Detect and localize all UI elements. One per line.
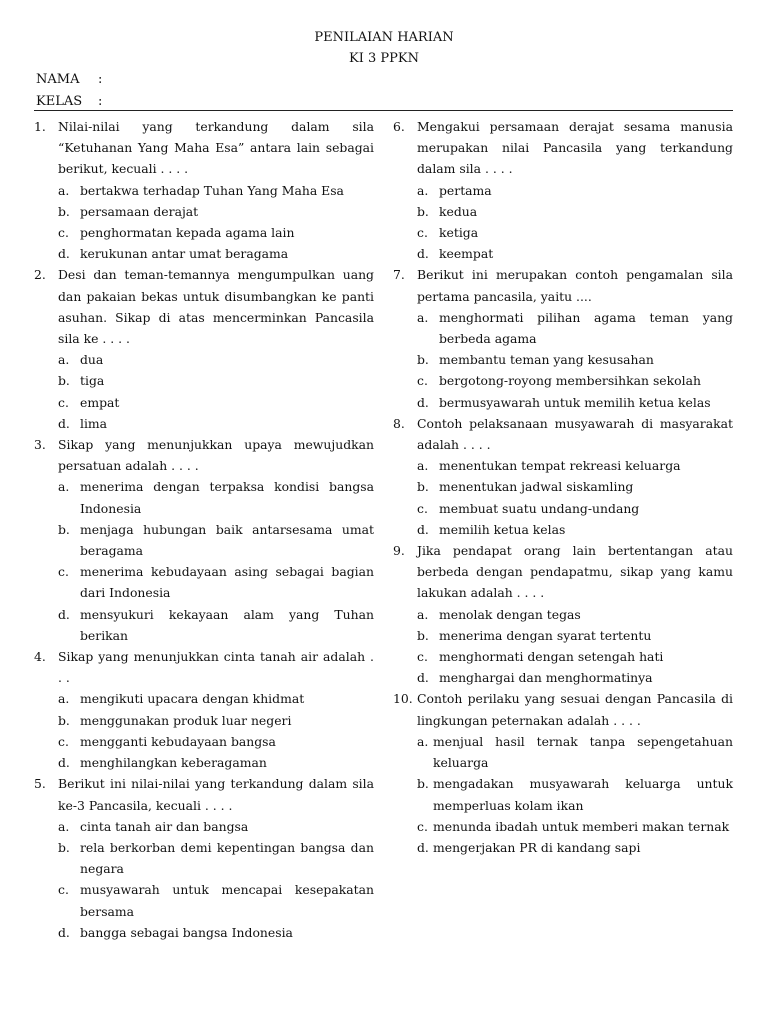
question-text: Sikap yang menunjukkan cinta tanah air adalah . . . [58, 649, 374, 686]
option-text: menerima dengan terpaksa kondisi bangsa Indonesia [80, 479, 374, 516]
option-letter: b. [417, 352, 429, 368]
answer-option [393, 773, 733, 815]
name-colon: : [98, 72, 103, 87]
answer-option [393, 243, 733, 264]
class-label: KELAS [36, 94, 83, 109]
question-stem [34, 264, 374, 349]
option-text: memilih ketua kelas [439, 521, 566, 537]
answer-option [393, 392, 733, 413]
class-colon: : [98, 94, 103, 109]
option-text: bergotong-royong membersihkan sekolah [439, 373, 701, 389]
answer-option [393, 816, 733, 837]
option-letter: b. [417, 203, 429, 219]
option-text: bangga sebagai bangsa Indonesia [80, 924, 293, 940]
question-10 [393, 688, 733, 858]
page-subtitle: KI 3 PPKN [349, 51, 419, 66]
question-number: 6. [393, 119, 405, 134]
name-label: NAMA [36, 72, 80, 87]
answer-option [393, 349, 733, 370]
question-stem [393, 688, 733, 730]
option-letter: d. [58, 246, 70, 262]
name-field [36, 72, 102, 87]
question-stem [34, 434, 374, 476]
question-number: 3. [34, 437, 46, 453]
option-text: tiga [80, 373, 105, 389]
question-8 [393, 413, 733, 540]
option-letter: d. [417, 670, 429, 686]
option-text: menentukan jadwal siskamling [439, 479, 634, 495]
option-letter: c. [58, 564, 69, 580]
option-letter: a. [58, 691, 70, 707]
answer-option [393, 731, 733, 773]
option-letter: a. [58, 479, 70, 495]
question-number: 4. [34, 649, 46, 665]
option-text: mengikuti upacara dengan khidmat [80, 691, 305, 707]
answer-option [393, 604, 733, 625]
option-letter: d. [58, 606, 70, 622]
option-text: mengadakan musyawarah keluarga untuk memperluas kolam ikan [433, 776, 733, 813]
answer-option [34, 201, 374, 222]
option-letter: a. [417, 733, 429, 749]
option-text: rela berkorban demi kepentingan bangsa dan negara [80, 839, 374, 877]
option-text: keempat [439, 246, 494, 262]
option-text: menentukan tempat rekreasi keluarga [439, 458, 681, 474]
answer-option [34, 413, 374, 434]
question-1 [34, 116, 374, 264]
answer-option [34, 519, 374, 561]
answer-option [34, 837, 374, 879]
option-text: menghargai dan menghormatinya [439, 670, 653, 686]
question-6 [393, 116, 733, 264]
option-text: menghormati pilihan agama teman yang berbeda agama [439, 309, 733, 347]
question-number: 7. [393, 267, 405, 283]
question-text: Contoh perilaku yang sesuai dengan Pancasila di lingkungan peternakan adalah . . . . [417, 691, 733, 728]
option-letter: c. [417, 649, 428, 665]
option-letter: c. [417, 225, 428, 241]
option-letter: b. [58, 839, 70, 855]
answer-option [393, 201, 733, 222]
question-text: Nilai-nilai yang terkandung dalam sila “Ketuhanan Yang Maha Esa” antara lain sebagai berikut, kecuali . . . . [58, 119, 374, 177]
option-text: ketiga [439, 225, 479, 241]
question-text: Berikut ini merupakan contoh pengamalan sila pertama pancasila, yaitu .... [417, 267, 733, 304]
option-letter: d. [417, 839, 429, 855]
option-text: musyawarah untuk mencapai kesepakatan bersama [80, 882, 374, 919]
question-stem [393, 413, 733, 455]
option-letter: a. [417, 458, 429, 474]
answer-option [34, 476, 374, 518]
option-letter: c. [58, 225, 69, 241]
option-text: empat [80, 394, 120, 410]
answer-option [393, 370, 733, 391]
question-text: Contoh pelaksanaan musyawarah di masyarakat adalah . . . . [417, 415, 733, 453]
question-text: Mengakui persamaan derajat sesama manusia merupakan nilai Pancasila yang terkandung dalam sila . . . . [417, 119, 733, 177]
option-letter: c. [417, 500, 428, 516]
answer-option [34, 688, 374, 709]
option-letter: a. [417, 182, 429, 198]
option-letter: b. [58, 712, 70, 728]
option-letter: d. [417, 521, 429, 537]
answer-option [34, 816, 374, 837]
option-letter: d. [58, 755, 70, 771]
question-number: 10. [393, 691, 413, 707]
answer-option [34, 731, 374, 752]
class-field [36, 94, 102, 109]
option-letter: c. [58, 733, 69, 749]
option-letter: a. [417, 606, 429, 622]
option-text: menggunakan produk luar negeri [80, 712, 292, 728]
answer-option [34, 561, 374, 603]
option-letter: a. [58, 352, 70, 368]
option-letter: a. [417, 309, 429, 325]
question-2 [34, 264, 374, 434]
answer-option [393, 625, 733, 646]
option-letter: c. [58, 882, 69, 898]
answer-option [34, 370, 374, 391]
question-stem [393, 540, 733, 604]
option-letter: a. [58, 818, 70, 834]
answer-option [393, 476, 733, 497]
option-letter: d. [417, 246, 429, 262]
option-text: membantu teman yang kesusahan [439, 352, 654, 368]
answer-option [393, 498, 733, 519]
option-text: bertakwa terhadap Tuhan Yang Maha Esa [80, 182, 344, 198]
question-4 [34, 646, 374, 773]
answer-option [393, 646, 733, 667]
answer-option [393, 307, 733, 349]
question-7 [393, 264, 733, 412]
answer-option [34, 243, 374, 264]
answer-option [393, 180, 733, 201]
answer-option [34, 222, 374, 243]
option-text: kedua [439, 203, 478, 219]
option-letter: b. [58, 373, 70, 389]
option-text: menjaga hubungan baik antarsesama umat beragama [80, 521, 374, 559]
option-letter: b. [58, 203, 70, 219]
option-text: kerukunan antar umat beragama [80, 246, 289, 262]
option-text: lima [80, 415, 108, 431]
option-letter: d. [58, 924, 70, 940]
question-text: Desi dan teman-temannya mengumpulkan uang dan pakaian bekas untuk disumbangkan ke panti asuhan. Sikap di atas mencerminkan Pancasila sila ke . . . . [58, 267, 374, 347]
option-text: pertama [439, 182, 492, 198]
answer-option [34, 392, 374, 413]
question-5 [34, 773, 374, 943]
answer-option [34, 180, 374, 201]
question-number: 2. [34, 267, 46, 283]
option-letter: c. [58, 394, 69, 410]
question-stem [393, 264, 733, 306]
option-text: menerima dengan syarat tertentu [439, 627, 652, 643]
question-stem [34, 773, 374, 815]
option-text: dua [80, 352, 104, 368]
question-3 [34, 434, 374, 646]
option-letter: c. [417, 818, 428, 834]
option-letter: c. [417, 373, 428, 389]
question-stem [393, 116, 733, 180]
option-text: menerima kebudayaan asing sebagai bagian dari Indonesia [80, 564, 374, 601]
question-text: Jika pendapat orang lain bertentangan atau berbeda dengan pendapatmu, sikap yang kamu lakukan adalah . . . . [417, 543, 733, 601]
option-text: persamaan derajat [80, 203, 199, 219]
page-title: PENILAIAN HARIAN [314, 30, 454, 45]
option-letter: b. [417, 776, 429, 792]
question-number: 1. [34, 119, 46, 134]
question-stem [34, 116, 374, 180]
answer-option [34, 349, 374, 370]
question-number: 8. [393, 415, 405, 431]
option-text: mengerjakan PR di kandang sapi [433, 839, 641, 855]
left-column [34, 116, 374, 943]
option-text: menolak dengan tegas [439, 606, 581, 622]
answer-option [34, 710, 374, 731]
right-column [393, 116, 733, 858]
answer-option [34, 879, 374, 921]
option-text: penghormatan kepada agama lain [80, 225, 295, 241]
option-text: membuat suatu undang-undang [439, 500, 640, 516]
option-text: menunda ibadah untuk memberi makan ternak [433, 818, 730, 834]
option-letter: b. [58, 521, 70, 537]
option-text: mengganti kebudayaan bangsa [80, 733, 276, 749]
option-letter: d. [417, 394, 429, 410]
answer-option [34, 922, 374, 943]
question-text: Berikut ini nilai-nilai yang terkandung dalam sila ke-3 Pancasila, kecuali . . . . [58, 776, 374, 813]
answer-option [393, 519, 733, 540]
option-letter: d. [58, 415, 70, 431]
option-text: menghormati dengan setengah hati [439, 649, 664, 665]
option-letter: b. [417, 479, 429, 495]
answer-option [393, 222, 733, 243]
answer-option [34, 604, 374, 646]
question-stem [34, 646, 374, 688]
option-letter: b. [417, 627, 429, 643]
option-letter: a. [58, 182, 70, 198]
question-number: 9. [393, 543, 405, 559]
answer-option [393, 837, 733, 858]
answer-option [393, 455, 733, 476]
header-divider [34, 110, 733, 111]
option-text: bermusyawarah untuk memilih ketua kelas [439, 394, 711, 410]
option-text: menghilangkan keberagaman [80, 755, 267, 771]
answer-option [393, 667, 733, 688]
option-text: cinta tanah air dan bangsa [80, 818, 249, 834]
question-number: 5. [34, 776, 46, 792]
option-text: mensyukuri kekayaan alam yang Tuhan berikan [80, 606, 374, 643]
option-text: menjual hasil ternak tanpa sepengetahuan keluarga [433, 733, 733, 771]
question-text: Sikap yang menunjukkan upaya mewujudkan persatuan adalah . . . . [58, 437, 374, 474]
question-9 [393, 540, 733, 688]
answer-option [34, 752, 374, 773]
